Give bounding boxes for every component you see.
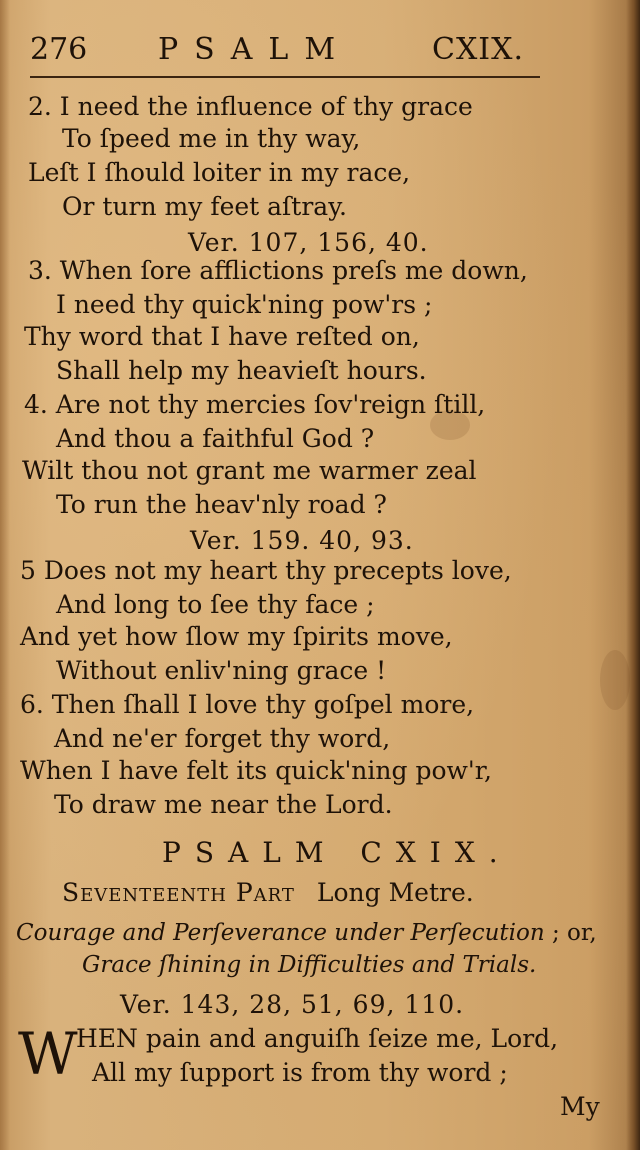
running-header — [30, 32, 550, 72]
catchword: My — [560, 1092, 600, 1121]
running-psalm-number: CXIX. — [432, 32, 525, 67]
subject-line-2: Grace ſhining in Difficulties and Trials. — [82, 952, 537, 978]
verse-line: And ne'er forget thy word, — [54, 724, 391, 753]
page-gutter-shadow — [0, 0, 10, 1150]
header-rule — [30, 76, 540, 78]
verse-line: Shall help my heavieſt hours. — [56, 356, 427, 385]
verse-line: Thy word that I have reſted on, — [24, 322, 420, 351]
verse-reference: Ver. 143, 28, 51, 69, 110. — [120, 990, 465, 1019]
verse-line: And long to ſee thy face ; — [56, 590, 375, 619]
verse-line: Wilt thou not grant me warmer zeal — [22, 456, 477, 485]
verse-line: To run the heav'nly road ? — [56, 490, 387, 519]
page-edge — [626, 0, 640, 1150]
verse-line: I need thy quick'ning pow'rs ; — [56, 290, 433, 319]
part-name: Seventeenth Part — [62, 878, 295, 907]
metre-name: Long Metre. — [316, 878, 474, 907]
verse-line: To ſpeed me in thy way, — [62, 124, 361, 153]
verse-line: All my ſupport is from thy word ; — [92, 1058, 508, 1087]
verse-line: 4. Are not thy mercies ſov'reign ſtill, — [24, 390, 486, 419]
subject-text: Courage and Perſeverance under Perſecution — [16, 920, 545, 946]
verse-line: HEN pain and anguiſh ſeize me, Lord, — [76, 1024, 559, 1053]
verse-line: Or turn my feet aſtray. — [62, 192, 347, 221]
verse-line: And yet how ſlow my ſpirits move, — [20, 622, 453, 651]
paper-stain — [600, 650, 630, 710]
running-title: PSALM — [158, 32, 352, 67]
verse-line: To draw me near the Lord. — [54, 790, 393, 819]
verse-line: Without enliv'ning grace ! — [56, 656, 387, 685]
page-number: 276 — [30, 32, 88, 67]
subject-line — [16, 920, 597, 946]
drop-cap: W — [18, 1020, 78, 1088]
part-heading — [62, 878, 474, 907]
verse-line: 2. I need the influence of thy grace — [28, 92, 473, 121]
verse-line: 5 Does not my heart thy precepts love, — [20, 556, 512, 585]
verse-reference: Ver. 107, 156, 40. — [188, 228, 429, 257]
verse-line: 6. Then ſhall I love thy goſpel more, — [20, 690, 475, 719]
psalm-title: PSALM CXIX. — [162, 836, 512, 869]
verse-line: 3. When ſore afflictions preſs me down, — [28, 256, 528, 285]
verse-line: And thou a faithful God ? — [56, 424, 375, 453]
subject-separator: ; or, — [551, 920, 597, 946]
verse-reference: Ver. 159. 40, 93. — [190, 526, 414, 555]
verse-line: Leſt I ſhould loiter in my race, — [28, 158, 411, 187]
verse-line: When I have felt its quick'ning pow'r, — [20, 756, 492, 785]
